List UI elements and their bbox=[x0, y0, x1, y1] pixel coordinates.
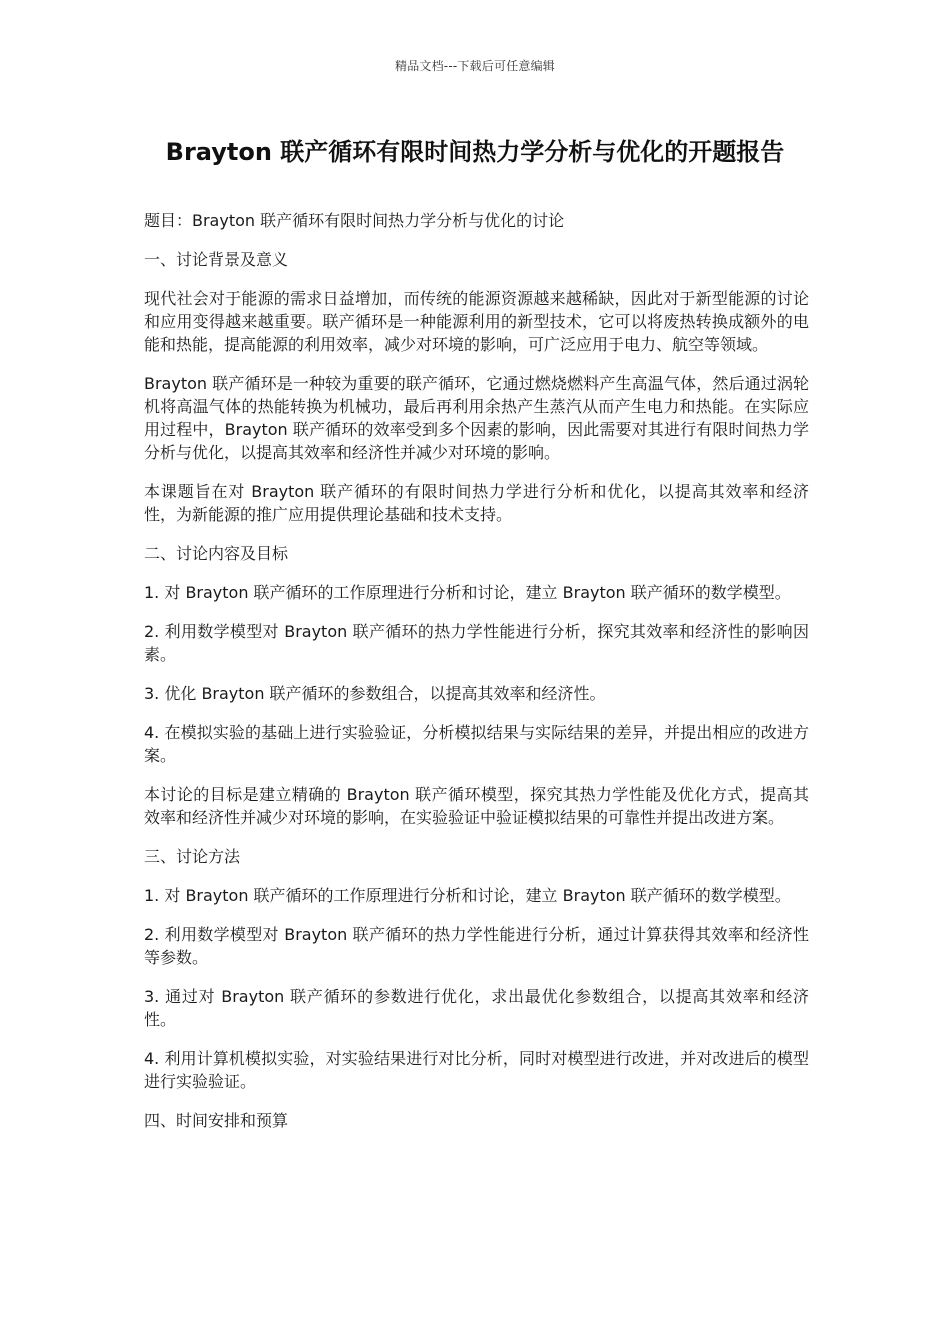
method-item-1: 1. 对 Brayton 联产循环的工作原理进行分析和讨论，建立 Brayton 联产循环的数学模型。 bbox=[144, 886, 791, 905]
paragraph-background-2: Brayton 联产循环是一种较为重要的联产循环，它通过燃烧燃料产生高温气体，然后通过涡轮机将高温气体的热能转换为机械功，最后再利用余热产生蒸汽从而产生电力和热能。在实际应用过程中，Brayton 联产循环的效率受到多个因素的影响，因此需要对其进行有限时间热力学分析与优化，以提高其效率和经济性并减少对环境的影响。 bbox=[144, 374, 809, 462]
content-item-1: 1. 对 Brayton 联产循环的工作原理进行分析和讨论，建立 Brayton 联产循环的数学模型。 bbox=[144, 583, 791, 602]
header-note: 精品文档---下载后可任意编辑 bbox=[395, 59, 555, 73]
section-heading-content: 二、讨论内容及目标 bbox=[144, 544, 289, 563]
method-item-2: 2. 利用数学模型对 Brayton 联产循环的热力学性能进行分析，通过计算获得其效率和经济性等参数。 bbox=[144, 925, 809, 967]
content-item-2: 2. 利用数学模型对 Brayton 联产循环的热力学性能进行分析，探究其效率和经济性的影响因素。 bbox=[144, 622, 809, 664]
content-item-4: 4. 在模拟实验的基础上进行实验验证，分析模拟结果与实际结果的差异，并提出相应的改进方案。 bbox=[144, 723, 809, 765]
paragraph-goal: 本讨论的目标是建立精确的 Brayton 联产循环模型，探究其热力学性能及优化方式，提高其效率和经济性并减少对环境的影响，在实验验证中验证模拟结果的可靠性并提出改进方案。 bbox=[144, 785, 809, 827]
topic-line: 题目：Brayton 联产循环有限时间热力学分析与优化的讨论 bbox=[144, 211, 565, 230]
paragraph-background-1: 现代社会对于能源的需求日益增加，而传统的能源资源越来越稀缺，因此对于新型能源的讨论和应用变得越来越重要。联产循环是一种能源利用的新型技术，它可以将废热转换成额外的电能和热能，提高能源的利用效率，减少对环境的影响，可广泛应用于电力、航空等领域。 bbox=[144, 289, 809, 354]
method-item-4: 4. 利用计算机模拟实验，对实验结果进行对比分析，同时对模型进行改进，并对改进后的模型进行实验验证。 bbox=[144, 1049, 809, 1091]
content-item-3: 3. 优化 Brayton 联产循环的参数组合，以提高其效率和经济性。 bbox=[144, 684, 606, 703]
section-heading-schedule: 四、时间安排和预算 bbox=[144, 1111, 289, 1130]
section-heading-background: 一、讨论背景及意义 bbox=[144, 250, 289, 269]
paragraph-background-3: 本课题旨在对 Brayton 联产循环的有限时间热力学进行分析和优化，以提高其效率和经济性，为新能源的推广应用提供理论基础和技术支持。 bbox=[144, 482, 809, 524]
method-item-3: 3. 通过对 Brayton 联产循环的参数进行优化，求出最优化参数组合，以提高其效率和经济性。 bbox=[144, 987, 809, 1029]
section-heading-method: 三、讨论方法 bbox=[144, 847, 241, 866]
document-title: Brayton 联产循环有限时间热力学分析与优化的开题报告 bbox=[165, 138, 785, 166]
document-body bbox=[144, 209, 809, 1148]
